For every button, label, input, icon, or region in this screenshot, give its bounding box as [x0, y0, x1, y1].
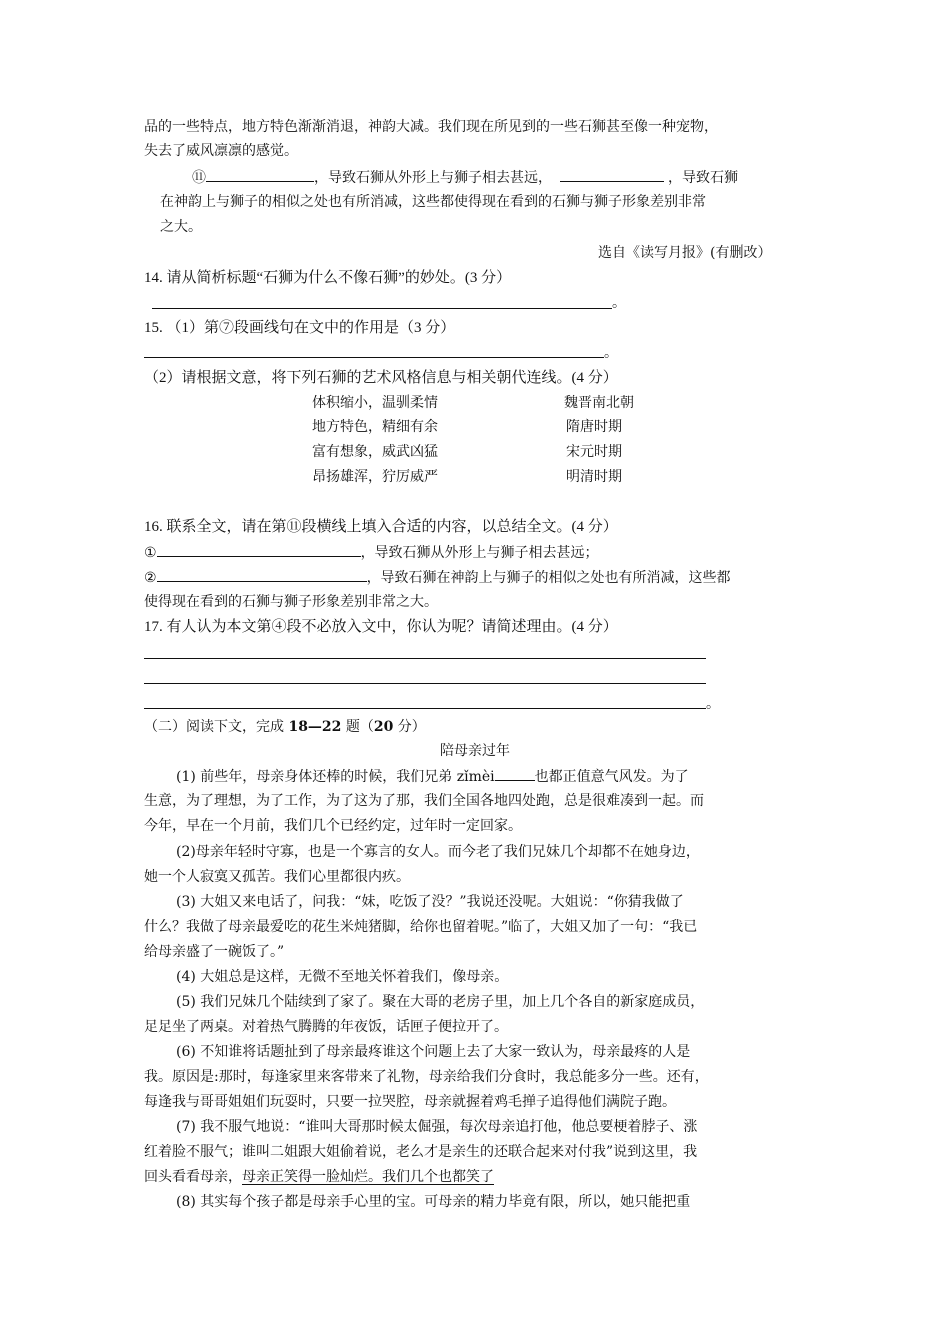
paragraph-4-line: (4) 大姐总是这样，无微不至地关怀着我们，像母亲。 [176, 969, 509, 985]
passage-line: 给母亲盛了一碗饭了。” [144, 944, 285, 960]
paragraph-5-line: (5) 我们兄妹几个陆续到了家了。聚在大哥的老房子里，加上几个各自的新家庭成员， [176, 994, 705, 1010]
question-16-a [144, 541, 599, 564]
style-item[interactable]: 地方特色，精细有余 [312, 419, 438, 435]
fill-blank-pinyin[interactable] [495, 765, 535, 781]
passage-line: 什么？我做了母亲最爱吃的花生米炖猪脚，给你也留着呢。”临了，大姐又加了一句：“我已 [144, 919, 698, 935]
question-text: 使得现在看到的石狮与狮子形象差别非常之大。 [144, 594, 438, 610]
answer-line-17[interactable] [144, 658, 706, 659]
paragraph-7-line: (7) 我不服气地说：“谁叫大哥那时候太倔强，每次母亲追打他，他总要梗着脖子、涨 [176, 1119, 698, 1135]
style-item[interactable]: 富有想象，威武凶猛 [312, 444, 438, 460]
question-text: ，导致石狮从外形上与狮子相去甚远； [360, 545, 599, 561]
answer-line-14[interactable] [152, 308, 612, 309]
passage-line: 在神韵上与狮子的相似之处也有所消减，这些都使得现在看到的石狮与狮子形象差别非常 [160, 194, 706, 210]
article-title: 陪母亲过年 [440, 743, 510, 759]
paragraph-11-mark: ⑪ [192, 170, 206, 186]
fill-blank-16b[interactable] [157, 566, 367, 582]
fill-blank-1[interactable] [206, 166, 314, 182]
heading-text: （二）阅读下文，完成 [144, 719, 289, 735]
line-end-mark: 。 [706, 696, 720, 712]
passage-line: 生意，为了理想，为了工作，为了这为了那，我们全国各地四处跑，总是很难凑到一起。而 [144, 793, 704, 809]
line-end-mark: 。 [612, 295, 626, 311]
item-mark: ① [144, 545, 157, 561]
passage-line: 之大。 [160, 219, 202, 235]
fill-blank-16a[interactable] [157, 541, 361, 557]
question-text: ，导致石狮在神韵上与狮子的相似之处也有所消减，这些都 [366, 570, 731, 586]
passage-text: ，导致石狮 [668, 170, 738, 186]
paragraph-2-line: (2)母亲年轻时守寡，也是一个寡言的女人。而今老了我们兄妹几个却都不在她身边， [176, 844, 700, 860]
passage-line: 红着脸不服气；谁叫二姐跟大姐偷着说，老么才是亲生的还联合起来对付我”说到这里，我 [144, 1144, 698, 1160]
dynasty-item[interactable]: 隋唐时期 [566, 419, 622, 435]
style-item[interactable]: 昂扬雄浑，狞厉威严 [312, 469, 438, 485]
question-16: 16. 联系全文，请在第⑪段横线上填入合适的内容，以总结全文。(4 分） [144, 519, 618, 535]
source-citation: 选自《读写月报》(有删改） [598, 245, 772, 261]
passage-line: 足足坐了两桌。对着热气腾腾的年夜饭，话匣子便拉开了。 [144, 1019, 508, 1035]
answer-line-17[interactable] [144, 708, 706, 709]
line-end-mark: 。 [604, 345, 618, 361]
paragraph-6-line: (6) 不知谁将话题扯到了母亲最疼谁这个问题上去了大家一致认为，母亲最疼的人是 [176, 1044, 691, 1060]
heading-range: 18—22 [288, 719, 342, 735]
dynasty-item[interactable]: 明清时期 [566, 469, 622, 485]
heading-text: 分） [393, 719, 426, 735]
answer-line-15[interactable] [144, 357, 604, 358]
fill-blank-2[interactable] [560, 166, 664, 182]
passage-line: 每逢我与哥哥姐姐们玩耍时，只要一拉哭腔，母亲就握着鸡毛掸子追得他们满院子跑。 [144, 1094, 676, 1110]
section-heading [144, 716, 426, 738]
passage-text: 回头看看母亲， [144, 1169, 242, 1185]
heading-score: 20 [373, 719, 394, 735]
dynasty-item[interactable]: 宋元时期 [566, 444, 622, 460]
question-17: 17. 有人认为本文第④段不必放入文中，你认为呢？请简述理由。(4 分） [144, 619, 618, 635]
paragraph-3-line: (3) 大姐又来电话了，问我：“妹，吃饭了没？”我说还没呢。大姐说：“你猜我做了 [176, 894, 684, 910]
passage-line: 失去了威风凛凛的感觉。 [144, 143, 298, 159]
passage-text: (1) 前些年，母亲身体还棒的时候，我们兄弟 [176, 769, 457, 785]
pinyin: zǐmèi [456, 769, 495, 785]
passage-line: 我。原因是:那时，每逢家里来客带来了礼物，母亲给我们分食时，我总能多分一些。还有， [144, 1069, 709, 1085]
passage-line [144, 1166, 494, 1188]
question-16-b [144, 566, 731, 589]
passage-line: 今年，早在一个月前，我们几个已经约定，过年时一定回家。 [144, 818, 522, 834]
passage-line: 她一个人寂寞又孤苦。我们心里都很内疚。 [144, 869, 410, 885]
heading-text: 题（ [341, 719, 374, 735]
answer-line-17[interactable] [144, 683, 706, 684]
paragraph-1-line [176, 765, 689, 788]
style-item[interactable]: 体积缩小，温驯柔情 [312, 395, 438, 411]
question-15-2: （2）请根据文意，将下列石狮的艺术风格信息与相关朝代连线。(4 分） [144, 370, 618, 386]
question-14: 14. 请从简析标题“石狮为什么不像石狮”的妙处。(3 分） [144, 270, 512, 286]
passage-text: ，导致石狮从外形上与狮子相去甚远， [314, 170, 552, 186]
dynasty-item[interactable]: 魏晋南北朝 [564, 395, 634, 411]
question-15-1: 15. （1）第⑦段画线句在文中的作用是（3 分） [144, 320, 456, 336]
underlined-sentence: 母亲正笑得一脸灿烂。我们几个也都笑了 [242, 1169, 494, 1185]
paragraph-8-line: (8) 其实每个孩子都是母亲手心里的宝。可母亲的精力毕竟有限，所以，她只能把重 [176, 1194, 691, 1210]
passage-text: 也都正值意气风发。为了 [534, 769, 689, 785]
paragraph-11-line [192, 166, 738, 189]
passage-line: 品的一些特点，地方特色渐渐消退，神韵大减。我们现在所见到的一些石狮甚至像一种宠物， [144, 119, 718, 135]
item-mark: ② [144, 570, 157, 586]
